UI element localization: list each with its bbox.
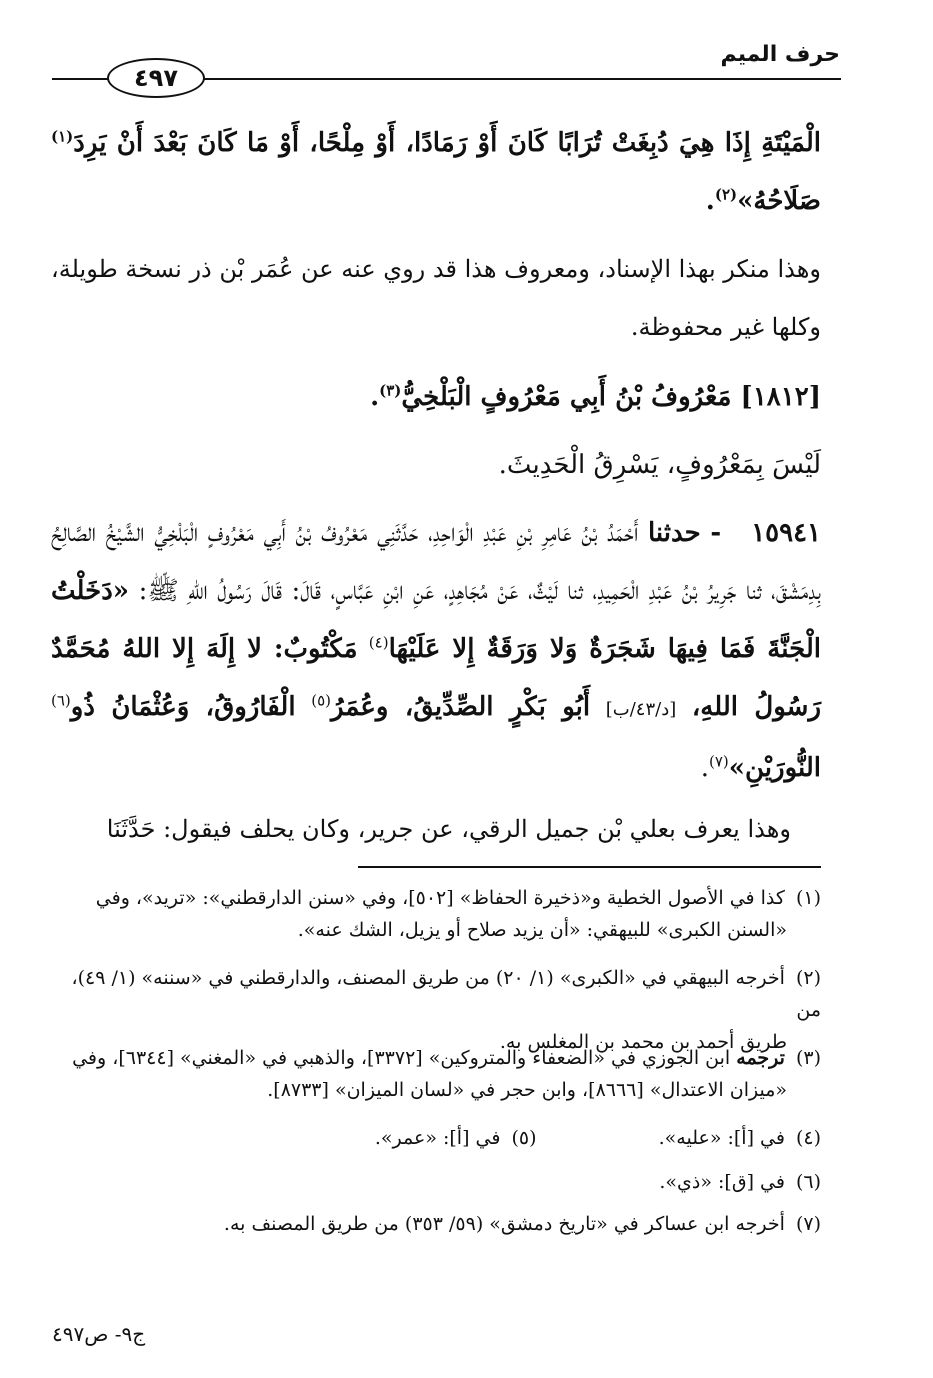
hadith-text-1: «دَخَلْتُ الْجَنَّةَ فَمَا فِيهَا شَجَرَةٌ وَلا وَرَقَةٌ إِلا عَلَيْهَا — [51, 576, 822, 664]
footnote-number: (٦) — [795, 1171, 821, 1193]
footnote-marker-3: (٣) — [379, 381, 402, 400]
entry-description: لَيْسَ بِمَعْرُوفٍ، يَسْرِقُ الْحَدِيثَ. — [498, 450, 821, 480]
footnote-number: (٢) — [795, 967, 821, 989]
footnote-text: في [ق]: «ذي». — [659, 1171, 785, 1193]
footnote-text: أخرجه البيهقي في «الكبرى» (١/ ٢٠) من طريق المصنف، والدارقطني في «سننه» (١/ ٤٩)، من — [71, 967, 821, 1021]
footnote-number: (١) — [795, 887, 821, 909]
hadith-chain: أَحْمَدُ بْنُ عَامِرِ بْنِ عَبْدِ الْوَاحِدِ، حَدَّثَنِي مَعْرُوفُ بْنُ أَبِي مَعْرُوفٍ الْبَلْخِيُّ الشَّيْخُ الصَّالِحُ بِدِمَشْقَ، ثنا جَرِيرُ بْنُ عَبْدِ الْحَمِيدِ، ثنا لَيْثٌ، عَنْ مُجَاهِدٍ، عَنِ ابْنِ عَبَّاسٍ، قَالَ: قَالَ رَسُولُ اللهِ ﷺ: — [51, 518, 822, 606]
closing-paragraph — [51, 800, 821, 858]
footnote-continuation: «ميزان الاعتدال» [٨٦٦٦]، وابن حجر في «لسان الميزان» [٨٧٣٣]. — [267, 1079, 787, 1101]
footnote-separator — [358, 866, 821, 868]
footnote-number: (٧) — [795, 1213, 821, 1235]
footnote-number: (٤) — [795, 1127, 821, 1149]
footnote-number: (٥) — [511, 1127, 537, 1149]
footnote-bold-word: ترجمه — [736, 1047, 785, 1069]
hadith-text-5: النُّورَيْنِ» — [728, 753, 821, 783]
footnote-7 — [51, 1208, 821, 1240]
footnote-text: أخرجه ابن عساكر في «تاريخ دمشق» (٥٩/ ٣٥٣) من طريق المصنف به. — [223, 1213, 785, 1235]
footnote-text: في [أ]: «عمر». — [374, 1127, 501, 1149]
hadith-haddathana: حدثنا — [647, 518, 701, 548]
footnote-3 — [51, 1042, 821, 1106]
footnote-number: (٣) — [795, 1047, 821, 1069]
hadith-paragraph — [51, 504, 821, 797]
hadith-number: ١٥٩٤١- — [710, 518, 822, 548]
footnote-marker-6: (٦) — [51, 691, 71, 710]
footnote-text: ابن الجوزي في «الضعفاء والمتروكين» [٣٣٧٢]، والذهبي في «المغني» [٦٣٤٤]، وفي — [72, 1047, 731, 1069]
footnote-4-5 — [51, 1122, 821, 1154]
footnote-marker-2: (٢) — [714, 185, 738, 204]
footnote-marker-1: (١) — [51, 127, 74, 146]
footnote-6 — [51, 1166, 821, 1198]
chapter-header: حرف الميم — [720, 42, 840, 67]
footnote-marker-5: (٥) — [311, 691, 331, 710]
hadith-text-3: أَبُو بَكْرٍ الصِّدِّيقُ، وعُمَرُ — [330, 692, 591, 722]
footnote-continuation: «السنن الكبرى» للبيهقي: «أن يزيد صلاح أو يزيل، الشك عنه». — [297, 919, 787, 941]
entry-title: [١٨١٢] مَعْرُوفُ بْنُ أَبِي مَعْرُوفٍ الْبَلْخِيُّ — [401, 382, 821, 412]
footnote-continuation: طريق أحمد بن محمد بن المغلس به. — [499, 1031, 787, 1053]
hadith-text-4: الْفَارُوقُ، وَعُثْمَانُ ذُو — [70, 692, 296, 722]
period: . — [370, 382, 380, 412]
hadith-continuation-line1: الْمَيْتَةِ إِذَا هِيَ دُبِغَتْ تُرَابًا كَانَ أَوْ رَمَادًا، أَوْ مِلْحًا، أَوْ مَا كَانَ بَعْدَ أَنْ يَرِدَ — [73, 128, 821, 158]
period: . — [700, 753, 709, 783]
hadith-continuation-line2: صَلَاحُهُ» — [737, 186, 821, 216]
closing-paragraph-text: وهذا يعرف بعلي بْن جميل الرقي، عن جرير، وكان يحلف فيقول: حَدَّثَنَا — [106, 815, 791, 843]
footnote-1 — [51, 882, 821, 946]
commentary-paragraph: وهذا منكر بهذا الإسناد، ومعروف هذا قد روي عنه عن عُمَر بْن ذر نسخة طويلة، وكلها غير محفوظة. — [51, 255, 821, 341]
manuscript-ref: [د/٤٣/ب] — [605, 699, 677, 720]
period: . — [705, 186, 715, 216]
page-number-badge: ٤٩٧ — [107, 58, 205, 98]
volume-page-footer: ج٩- ص٤٩٧ — [52, 1322, 146, 1346]
footnote-marker-7: (٧) — [708, 752, 729, 771]
footnote-marker-4: (٤) — [368, 633, 389, 652]
hadith-continuation — [51, 114, 821, 230]
hadith-text-2: مَكْتُوبٌ: لا إِلَهَ إِلا اللهُ مُحَمَّدٌ رَسُولُ اللهِ، — [51, 634, 822, 722]
entry-heading — [51, 368, 821, 426]
footnote-text: في [أ]: «عليه». — [658, 1127, 785, 1149]
footnote-text: كذا في الأصول الخطية و«ذخيرة الحفاظ» [٥٠٢]، وفي «سنن الدارقطني»: «تريد»، وفي — [95, 887, 785, 909]
